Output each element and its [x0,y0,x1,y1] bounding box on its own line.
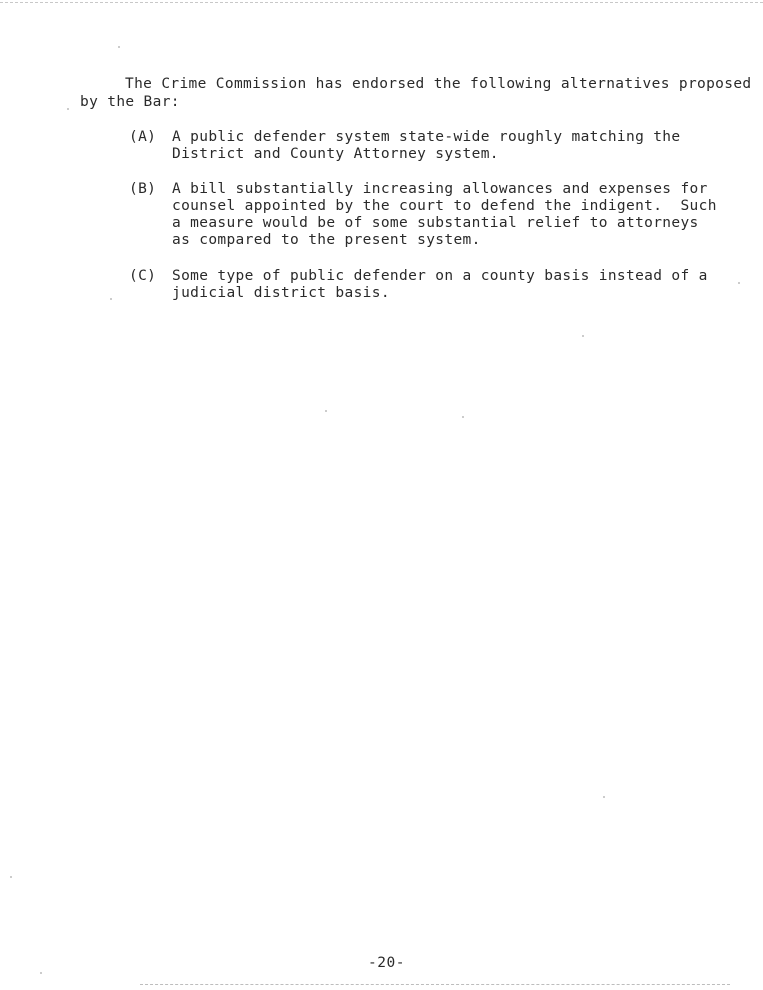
scan-speck [603,796,605,798]
item-b-line-1: A bill substantially increasing allowances and expenses for [172,181,708,197]
item-a-marker: (A) [129,129,157,145]
bottom-scan-edge [140,984,730,985]
item-b-marker: (B) [129,181,157,197]
intro-line-2: by the Bar: [80,94,180,110]
item-a-line-2: District and County Attorney system. [172,146,499,162]
scan-speck [118,46,120,48]
item-c-line-1: Some type of public defender on a county basis instead of a [172,268,708,284]
scan-speck [40,972,42,974]
scan-speck [462,416,464,418]
item-b-line-2: counsel appointed by the court to defend the indigent. Such [172,198,717,214]
scan-speck [10,876,12,878]
item-c-text [172,268,708,302]
top-page-edge [0,2,763,3]
item-a-line-1: A public defender system state-wide roughly matching the [172,129,681,145]
scan-speck [325,410,327,412]
item-c-marker: (C) [129,268,157,284]
item-a-text [172,129,680,163]
item-b-line-3: a measure would be of some substantial relief to attorneys [172,215,699,231]
intro-line-1: The Crime Commission has endorsed the following alternatives proposed [125,76,752,92]
item-b-line-4: as compared to the present system. [172,232,481,248]
page-number: -20- [368,955,405,971]
item-c-line-2: judicial district basis. [172,285,390,301]
scan-speck [67,108,69,110]
scan-speck [738,282,740,284]
scan-speck [110,298,112,300]
scan-speck [582,335,584,337]
item-b-text [172,181,717,249]
